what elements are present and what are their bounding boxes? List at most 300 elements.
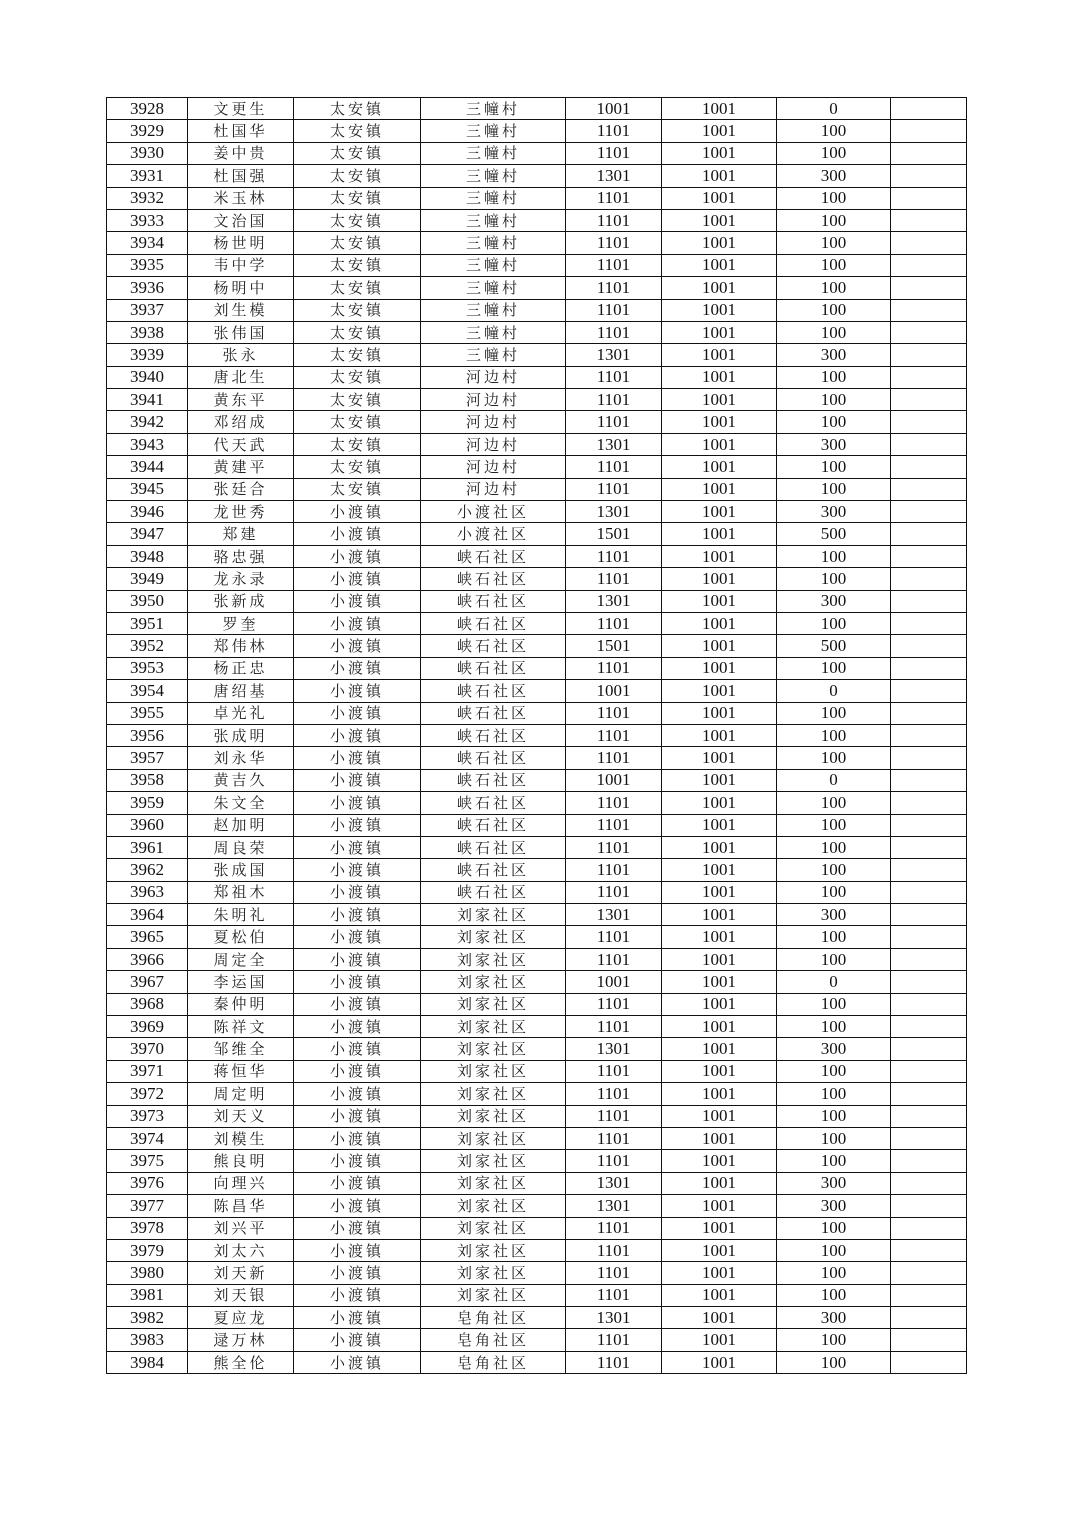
village-cell: 三幢村	[421, 98, 566, 120]
name-cell: 蒋恒华	[188, 1060, 294, 1082]
village-cell: 刘家社区	[421, 1239, 566, 1261]
remark-cell	[891, 1239, 967, 1261]
name-cell: 周定全	[188, 948, 294, 970]
code-b-cell: 1001	[662, 523, 777, 545]
remark-cell	[891, 769, 967, 791]
row-number-cell: 3945	[107, 478, 188, 500]
amount-cell: 500	[777, 523, 891, 545]
remark-cell	[891, 456, 967, 478]
remark-cell	[891, 1217, 967, 1239]
code-b-cell: 1001	[662, 1195, 777, 1217]
row-number-cell: 3940	[107, 366, 188, 388]
town-cell: 太安镇	[294, 120, 421, 142]
village-cell: 峡石社区	[421, 881, 566, 903]
amount-cell: 100	[777, 366, 891, 388]
code-a-cell: 1101	[566, 859, 662, 881]
remark-cell	[891, 657, 967, 679]
remark-cell	[891, 232, 967, 254]
town-cell: 小渡镇	[294, 881, 421, 903]
code-b-cell: 1001	[662, 501, 777, 523]
village-cell: 峡石社区	[421, 792, 566, 814]
amount-cell: 500	[777, 635, 891, 657]
name-cell: 韦中学	[188, 254, 294, 276]
amount-cell: 100	[777, 568, 891, 590]
code-a-cell: 1101	[566, 948, 662, 970]
remark-cell	[891, 433, 967, 455]
town-cell: 小渡镇	[294, 1195, 421, 1217]
amount-cell: 100	[777, 232, 891, 254]
table-row	[107, 299, 967, 321]
amount-cell: 100	[777, 299, 891, 321]
code-a-cell: 1101	[566, 1060, 662, 1082]
name-cell: 李运国	[188, 971, 294, 993]
code-b-cell: 1001	[662, 724, 777, 746]
remark-cell	[891, 590, 967, 612]
table-row	[107, 1150, 967, 1172]
table-row	[107, 411, 967, 433]
village-cell: 刘家社区	[421, 971, 566, 993]
remark-cell	[891, 501, 967, 523]
amount-cell: 100	[777, 1016, 891, 1038]
table-row	[107, 1351, 967, 1373]
town-cell: 小渡镇	[294, 926, 421, 948]
village-cell: 峡石社区	[421, 657, 566, 679]
town-cell: 太安镇	[294, 366, 421, 388]
row-number-cell: 3931	[107, 165, 188, 187]
code-a-cell: 1001	[566, 680, 662, 702]
amount-cell: 100	[777, 478, 891, 500]
table-row	[107, 1262, 967, 1284]
remark-cell	[891, 1195, 967, 1217]
table-row	[107, 814, 967, 836]
row-number-cell: 3956	[107, 724, 188, 746]
remark-cell	[891, 1307, 967, 1329]
name-cell: 罗奎	[188, 612, 294, 634]
town-cell: 小渡镇	[294, 635, 421, 657]
row-number-cell: 3947	[107, 523, 188, 545]
town-cell: 小渡镇	[294, 590, 421, 612]
code-b-cell: 1001	[662, 1016, 777, 1038]
table-row	[107, 1016, 967, 1038]
row-number-cell: 3957	[107, 747, 188, 769]
town-cell: 太安镇	[294, 344, 421, 366]
code-b-cell: 1001	[662, 792, 777, 814]
name-cell: 朱文全	[188, 792, 294, 814]
name-cell: 文更生	[188, 98, 294, 120]
village-cell: 刘家社区	[421, 1262, 566, 1284]
table-row	[107, 1105, 967, 1127]
table-row	[107, 523, 967, 545]
code-a-cell: 1101	[566, 1262, 662, 1284]
table-row	[107, 836, 967, 858]
row-number-cell: 3952	[107, 635, 188, 657]
village-cell: 刘家社区	[421, 1195, 566, 1217]
name-cell: 陈昌华	[188, 1195, 294, 1217]
town-cell: 小渡镇	[294, 1217, 421, 1239]
row-number-cell: 3942	[107, 411, 188, 433]
remark-cell	[891, 747, 967, 769]
code-a-cell: 1301	[566, 165, 662, 187]
table-row	[107, 1083, 967, 1105]
code-b-cell: 1001	[662, 904, 777, 926]
code-b-cell: 1001	[662, 299, 777, 321]
amount-cell: 0	[777, 971, 891, 993]
town-cell: 小渡镇	[294, 1329, 421, 1351]
name-cell: 刘模生	[188, 1127, 294, 1149]
name-cell: 张成明	[188, 724, 294, 746]
remark-cell	[891, 344, 967, 366]
code-b-cell: 1001	[662, 366, 777, 388]
code-b-cell: 1001	[662, 1329, 777, 1351]
town-cell: 小渡镇	[294, 1262, 421, 1284]
amount-cell: 100	[777, 411, 891, 433]
row-number-cell: 3968	[107, 993, 188, 1015]
remark-cell	[891, 1016, 967, 1038]
amount-cell: 100	[777, 187, 891, 209]
town-cell: 小渡镇	[294, 769, 421, 791]
code-b-cell: 1001	[662, 680, 777, 702]
name-cell: 龙世秀	[188, 501, 294, 523]
town-cell: 小渡镇	[294, 1351, 421, 1373]
name-cell: 郑伟林	[188, 635, 294, 657]
row-number-cell: 3961	[107, 836, 188, 858]
name-cell: 夏松伯	[188, 926, 294, 948]
amount-cell: 100	[777, 948, 891, 970]
code-b-cell: 1001	[662, 1083, 777, 1105]
table-body	[107, 98, 967, 1374]
table-row	[107, 120, 967, 142]
row-number-cell: 3932	[107, 187, 188, 209]
village-cell: 三幢村	[421, 120, 566, 142]
village-cell: 刘家社区	[421, 1083, 566, 1105]
town-cell: 小渡镇	[294, 612, 421, 634]
remark-cell	[891, 1083, 967, 1105]
code-b-cell: 1001	[662, 321, 777, 343]
town-cell: 小渡镇	[294, 568, 421, 590]
village-cell: 河边村	[421, 411, 566, 433]
village-cell: 峡石社区	[421, 635, 566, 657]
name-cell: 邹维全	[188, 1038, 294, 1060]
amount-cell: 100	[777, 859, 891, 881]
code-a-cell: 1101	[566, 1083, 662, 1105]
table-row	[107, 165, 967, 187]
row-number-cell: 3971	[107, 1060, 188, 1082]
code-b-cell: 1001	[662, 98, 777, 120]
table-row	[107, 142, 967, 164]
amount-cell: 300	[777, 433, 891, 455]
village-cell: 小渡社区	[421, 501, 566, 523]
village-cell: 三幢村	[421, 344, 566, 366]
town-cell: 小渡镇	[294, 814, 421, 836]
code-a-cell: 1101	[566, 1217, 662, 1239]
town-cell: 太安镇	[294, 142, 421, 164]
row-number-cell: 3936	[107, 277, 188, 299]
name-cell: 向理兴	[188, 1172, 294, 1194]
amount-cell: 100	[777, 1217, 891, 1239]
name-cell: 郑建	[188, 523, 294, 545]
table-row	[107, 344, 967, 366]
remark-cell	[891, 1351, 967, 1373]
amount-cell: 100	[777, 1329, 891, 1351]
village-cell: 皂角社区	[421, 1351, 566, 1373]
remark-cell	[891, 254, 967, 276]
table-row	[107, 792, 967, 814]
amount-cell: 100	[777, 1060, 891, 1082]
code-b-cell: 1001	[662, 1172, 777, 1194]
amount-cell: 0	[777, 98, 891, 120]
table-row	[107, 1038, 967, 1060]
code-a-cell: 1301	[566, 1195, 662, 1217]
village-cell: 峡石社区	[421, 612, 566, 634]
remark-cell	[891, 1329, 967, 1351]
name-cell: 刘天银	[188, 1284, 294, 1306]
town-cell: 太安镇	[294, 478, 421, 500]
amount-cell: 100	[777, 814, 891, 836]
code-b-cell: 1001	[662, 120, 777, 142]
row-number-cell: 3963	[107, 881, 188, 903]
row-number-cell: 3946	[107, 501, 188, 523]
name-cell: 刘天义	[188, 1105, 294, 1127]
name-cell: 张新成	[188, 590, 294, 612]
code-b-cell: 1001	[662, 769, 777, 791]
amount-cell: 100	[777, 993, 891, 1015]
code-b-cell: 1001	[662, 612, 777, 634]
code-a-cell: 1301	[566, 1172, 662, 1194]
row-number-cell: 3964	[107, 904, 188, 926]
remark-cell	[891, 1127, 967, 1149]
code-a-cell: 1101	[566, 724, 662, 746]
town-cell: 太安镇	[294, 232, 421, 254]
amount-cell: 100	[777, 209, 891, 231]
amount-cell: 100	[777, 456, 891, 478]
name-cell: 刘兴平	[188, 1217, 294, 1239]
name-cell: 唐绍基	[188, 680, 294, 702]
name-cell: 张伟国	[188, 321, 294, 343]
amount-cell: 100	[777, 1127, 891, 1149]
remark-cell	[891, 98, 967, 120]
town-cell: 小渡镇	[294, 747, 421, 769]
code-b-cell: 1001	[662, 1038, 777, 1060]
table-row	[107, 1329, 967, 1351]
name-cell: 唐北生	[188, 366, 294, 388]
town-cell: 小渡镇	[294, 1038, 421, 1060]
name-cell: 邓绍成	[188, 411, 294, 433]
name-cell: 张廷合	[188, 478, 294, 500]
remark-cell	[891, 187, 967, 209]
code-a-cell: 1301	[566, 904, 662, 926]
code-a-cell: 1101	[566, 478, 662, 500]
code-b-cell: 1001	[662, 411, 777, 433]
code-b-cell: 1001	[662, 277, 777, 299]
code-a-cell: 1101	[566, 321, 662, 343]
code-a-cell: 1101	[566, 187, 662, 209]
town-cell: 小渡镇	[294, 948, 421, 970]
code-b-cell: 1001	[662, 1307, 777, 1329]
name-cell: 熊良明	[188, 1150, 294, 1172]
remark-cell	[891, 792, 967, 814]
amount-cell: 300	[777, 590, 891, 612]
code-b-cell: 1001	[662, 702, 777, 724]
table-row	[107, 366, 967, 388]
name-cell: 刘太六	[188, 1239, 294, 1261]
name-cell: 骆忠强	[188, 545, 294, 567]
remark-cell	[891, 926, 967, 948]
code-a-cell: 1101	[566, 299, 662, 321]
town-cell: 小渡镇	[294, 545, 421, 567]
amount-cell: 100	[777, 1239, 891, 1261]
village-cell: 峡石社区	[421, 568, 566, 590]
town-cell: 小渡镇	[294, 523, 421, 545]
row-number-cell: 3939	[107, 344, 188, 366]
remark-cell	[891, 523, 967, 545]
town-cell: 太安镇	[294, 299, 421, 321]
remark-cell	[891, 366, 967, 388]
village-cell: 三幢村	[421, 142, 566, 164]
village-cell: 河边村	[421, 456, 566, 478]
name-cell: 周定明	[188, 1083, 294, 1105]
town-cell: 小渡镇	[294, 1150, 421, 1172]
name-cell: 逯万林	[188, 1329, 294, 1351]
row-number-cell: 3983	[107, 1329, 188, 1351]
remark-cell	[891, 142, 967, 164]
name-cell: 龙永录	[188, 568, 294, 590]
code-b-cell: 1001	[662, 568, 777, 590]
amount-cell: 100	[777, 1284, 891, 1306]
name-cell: 杜国强	[188, 165, 294, 187]
code-a-cell: 1001	[566, 971, 662, 993]
amount-cell: 100	[777, 836, 891, 858]
remark-cell	[891, 1105, 967, 1127]
amount-cell: 300	[777, 904, 891, 926]
code-b-cell: 1001	[662, 1150, 777, 1172]
code-a-cell: 1101	[566, 1284, 662, 1306]
name-cell: 秦仲明	[188, 993, 294, 1015]
village-cell: 刘家社区	[421, 1016, 566, 1038]
code-b-cell: 1001	[662, 1262, 777, 1284]
code-b-cell: 1001	[662, 456, 777, 478]
amount-cell: 100	[777, 120, 891, 142]
table-row	[107, 747, 967, 769]
remark-cell	[891, 612, 967, 634]
town-cell: 小渡镇	[294, 680, 421, 702]
row-number-cell: 3953	[107, 657, 188, 679]
table-row	[107, 1284, 967, 1306]
village-cell: 刘家社区	[421, 948, 566, 970]
row-number-cell: 3973	[107, 1105, 188, 1127]
town-cell: 小渡镇	[294, 993, 421, 1015]
row-number-cell: 3941	[107, 389, 188, 411]
table-row	[107, 98, 967, 120]
table-row	[107, 1217, 967, 1239]
code-b-cell: 1001	[662, 389, 777, 411]
code-a-cell: 1101	[566, 411, 662, 433]
table-row	[107, 254, 967, 276]
village-cell: 刘家社区	[421, 1060, 566, 1082]
code-a-cell: 1101	[566, 881, 662, 903]
table-row	[107, 635, 967, 657]
row-number-cell: 3948	[107, 545, 188, 567]
remark-cell	[891, 680, 967, 702]
remark-cell	[891, 635, 967, 657]
town-cell: 小渡镇	[294, 657, 421, 679]
table-row	[107, 433, 967, 455]
table-row	[107, 769, 967, 791]
remark-cell	[891, 904, 967, 926]
town-cell: 小渡镇	[294, 1083, 421, 1105]
village-cell: 峡石社区	[421, 724, 566, 746]
code-b-cell: 1001	[662, 1060, 777, 1082]
table-row	[107, 321, 967, 343]
code-b-cell: 1001	[662, 814, 777, 836]
remark-cell	[891, 1060, 967, 1082]
code-a-cell: 1101	[566, 1239, 662, 1261]
code-a-cell: 1301	[566, 344, 662, 366]
table-row	[107, 680, 967, 702]
village-cell: 刘家社区	[421, 1105, 566, 1127]
code-b-cell: 1001	[662, 344, 777, 366]
town-cell: 小渡镇	[294, 724, 421, 746]
name-cell: 张永	[188, 344, 294, 366]
code-a-cell: 1101	[566, 389, 662, 411]
code-b-cell: 1001	[662, 478, 777, 500]
amount-cell: 0	[777, 680, 891, 702]
row-number-cell: 3980	[107, 1262, 188, 1284]
row-number-cell: 3933	[107, 209, 188, 231]
remark-cell	[891, 277, 967, 299]
code-a-cell: 1101	[566, 456, 662, 478]
code-a-cell: 1101	[566, 612, 662, 634]
code-b-cell: 1001	[662, 187, 777, 209]
table-row	[107, 881, 967, 903]
village-cell: 峡石社区	[421, 702, 566, 724]
remark-cell	[891, 836, 967, 858]
amount-cell: 100	[777, 1262, 891, 1284]
remark-cell	[891, 1284, 967, 1306]
town-cell: 小渡镇	[294, 836, 421, 858]
village-cell: 峡石社区	[421, 769, 566, 791]
amount-cell: 100	[777, 142, 891, 164]
remark-cell	[891, 568, 967, 590]
name-cell: 黄吉久	[188, 769, 294, 791]
code-a-cell: 1101	[566, 792, 662, 814]
town-cell: 太安镇	[294, 321, 421, 343]
remark-cell	[891, 299, 967, 321]
remark-cell	[891, 545, 967, 567]
code-a-cell: 1101	[566, 1351, 662, 1373]
amount-cell: 300	[777, 1172, 891, 1194]
town-cell: 小渡镇	[294, 1016, 421, 1038]
name-cell: 杜国华	[188, 120, 294, 142]
table-row	[107, 1172, 967, 1194]
code-b-cell: 1001	[662, 209, 777, 231]
remark-cell	[891, 948, 967, 970]
amount-cell: 100	[777, 881, 891, 903]
amount-cell: 100	[777, 724, 891, 746]
table-row	[107, 1195, 967, 1217]
town-cell: 小渡镇	[294, 1060, 421, 1082]
row-number-cell: 3970	[107, 1038, 188, 1060]
row-number-cell: 3982	[107, 1307, 188, 1329]
row-number-cell: 3958	[107, 769, 188, 791]
code-a-cell: 1101	[566, 1127, 662, 1149]
code-b-cell: 1001	[662, 747, 777, 769]
code-a-cell: 1101	[566, 1105, 662, 1127]
code-b-cell: 1001	[662, 926, 777, 948]
amount-cell: 100	[777, 1150, 891, 1172]
table-row	[107, 209, 967, 231]
town-cell: 小渡镇	[294, 501, 421, 523]
town-cell: 太安镇	[294, 389, 421, 411]
